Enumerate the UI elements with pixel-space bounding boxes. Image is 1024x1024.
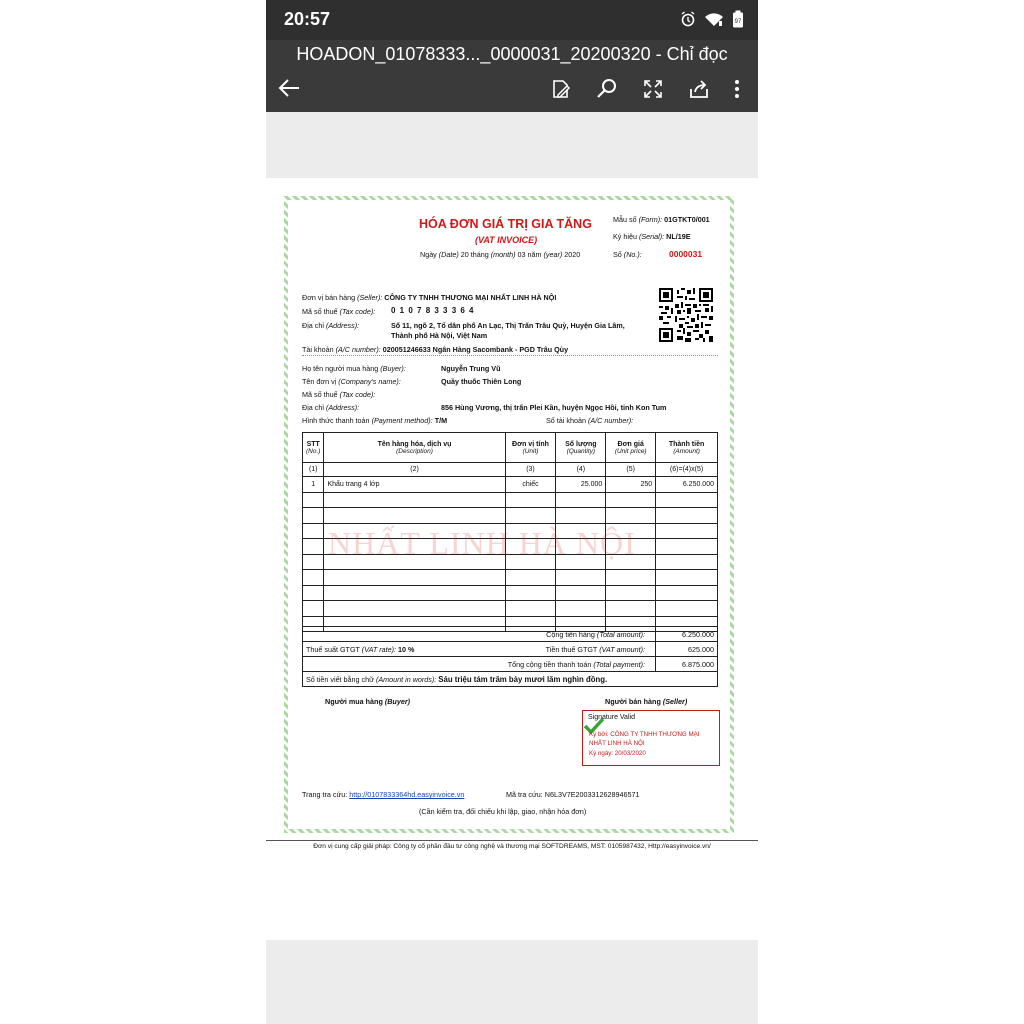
payment-method-row: Hình thức thanh toán (Payment method): T/M <box>302 416 448 425</box>
viewer-bottom-margin <box>266 940 758 1024</box>
app-bar <box>266 40 758 112</box>
total-amount-row: Cộng tiền hàng (Total amount): 6.250.000 <box>302 626 718 642</box>
table-header-row <box>303 433 718 463</box>
table-row <box>303 477 718 493</box>
invoice-border <box>284 196 734 833</box>
watermark: NHẤT LINH HÀ NỘI <box>328 525 636 561</box>
buyer-account-row: Số tài khoản (A/C number): <box>546 416 634 425</box>
toolbar <box>550 78 740 100</box>
lookup-row: Trang tra cứu: http://0107833364hd.easyinvoice.vn <box>302 790 465 799</box>
table-header-cell: Đơn vị tính (Unit) <box>505 433 556 463</box>
buyer-value: Nguyễn Trung Vũ <box>441 364 501 373</box>
table-header-cell: Tên hàng hóa, dịch vụ (Description) <box>324 433 505 463</box>
document-title: HOADON_01078333..._0000031_20200320 - Chỉ đọc <box>296 44 728 64</box>
company-row: Tên đơn vị (Company's name): <box>302 377 401 386</box>
vat-amount-value: 625.000 <box>688 645 714 654</box>
signer-line2: NHẤT LINH HÀ NỘI <box>589 740 645 747</box>
invoice-date: Ngày (Date) 20 tháng (month) 03 năm (year) 2020 <box>420 250 581 259</box>
edit-icon[interactable] <box>550 78 572 100</box>
table-cell: chiếc <box>505 477 556 493</box>
share-icon[interactable] <box>688 78 710 100</box>
wifi-icon <box>704 11 724 27</box>
table-cell: (5) <box>606 463 656 477</box>
signature-valid-label: Signature Valid <box>588 714 635 721</box>
table-numbering-row <box>303 463 718 477</box>
table-row <box>303 601 718 617</box>
seller-row: Đơn vị bán hàng (Seller): CÔNG TY TNHH THƯƠNG MẠI NHẤT LINH HÀ NỘI <box>302 293 557 302</box>
phone-screen <box>266 0 758 1024</box>
invoice-body <box>288 200 730 829</box>
table-header-cell: Đơn giá (Unit price) <box>606 433 656 463</box>
total-payment-value: 6.875.000 <box>682 660 714 669</box>
total-amount-value: 6.250.000 <box>682 630 714 639</box>
invoice-subtitle: (VAT INVOICE) <box>475 235 538 245</box>
invoice-number: Số (No.): <box>613 250 642 259</box>
back-arrow-icon[interactable] <box>278 78 300 98</box>
check-note: (Cần kiểm tra, đối chiếu khi lập, giao, nhận hóa đơn) <box>419 807 587 816</box>
provider-footer: Đơn vị cung cấp giải pháp: Công ty cổ phần đầu tư công nghệ và thương mại SOFTDREAMS, MST: 0105987432, Http://easyinvoice.vn/ <box>266 840 758 850</box>
table-cell: (1) <box>303 463 324 477</box>
lookup-code-row: Mã tra cứu: N6L3V7E2003312628946571 <box>506 790 640 799</box>
digital-signature-box[interactable] <box>582 710 720 766</box>
serial-number: Ký hiệu (Serial): NL/19E <box>613 232 691 241</box>
more-vertical-icon[interactable] <box>734 79 740 99</box>
table-row <box>303 492 718 508</box>
table-row <box>303 570 718 586</box>
total-payment-row: Tổng cộng tiền thanh toán (Total payment): 6.875.000 <box>302 656 718 672</box>
invoice-number-value: 0000031 <box>669 249 703 259</box>
alarm-icon <box>680 11 696 27</box>
table-cell: (3) <box>505 463 556 477</box>
company-value: Quầy thuốc Thiên Long <box>441 377 522 386</box>
table-cell: 250 <box>606 477 656 493</box>
viewer-top-margin <box>266 112 758 178</box>
seller-address-row: Địa chỉ (Address): <box>302 321 360 330</box>
buyer-address-value: 856 Hùng Vương, thị trấn Plei Kần, huyện Ngọc Hồi, tỉnh Kon Tum <box>441 403 667 412</box>
seller-signature-label: Người bán hàng (Seller) <box>605 697 688 706</box>
divider <box>302 355 718 356</box>
signer-line1: Ký bởi: CÔNG TY TNHH THƯƠNG MẠI <box>589 731 700 738</box>
pdf-page[interactable] <box>266 178 758 940</box>
seller-taxcode-row: Mã số thuế (Tax code): <box>302 307 376 316</box>
table-cell: 25.000 <box>556 477 606 493</box>
table-header-cell: Thành tiền (Amount) <box>656 433 718 463</box>
qr-code-icon <box>659 288 713 342</box>
svg-text:97: 97 <box>734 19 742 25</box>
form-number: Mẫu số (Form): 01GTKT0/001 <box>613 215 710 224</box>
seller-address-line1: Số 11, ngõ 2, Tổ dân phố An Lạc, Thị Trấn Trâu Quỳ, Huyện Gia Lâm, <box>391 321 625 330</box>
buyer-row: Họ tên người mua hàng (Buyer): <box>302 364 406 373</box>
table-cell: 1 <box>303 477 324 493</box>
seller-address-line2: Thành phố Hà Nội, Việt Nam <box>391 331 488 340</box>
fullscreen-icon[interactable] <box>642 78 664 100</box>
buyer-signature-label: Người mua hàng (Buyer) <box>325 697 411 706</box>
table-cell: 6.250.000 <box>656 477 718 493</box>
table-cell: (6)=(4)x(5) <box>656 463 718 477</box>
table-cell: (4) <box>556 463 606 477</box>
amount-in-words-row: Số tiền viết bằng chữ (Amount in words): Sáu triệu tám trăm bảy mươi lăm nghìn đồng. <box>302 671 718 687</box>
status-time: 20:57 <box>284 9 331 29</box>
seller-account-row: Tài khoản (A/C number): 020051246633 Ngân Hàng Sacombank - PGD Trâu Qùy <box>302 345 569 354</box>
table-header-cell: STT (No.) <box>303 433 324 463</box>
buyer-taxcode-row: Mã số thuế (Tax code): <box>302 390 376 399</box>
table-cell: Khẩu trang 4 lớp <box>324 477 505 493</box>
table-header-cell: Số lượng (Quantity) <box>556 433 606 463</box>
sign-date: Ký ngày: 20/03/2020 <box>589 750 646 757</box>
table-row <box>303 508 718 524</box>
table-row <box>303 585 718 601</box>
status-icons <box>680 10 744 28</box>
vat-row: Thuế suất GTGT (VAT rate): 10 % Tiền thuế GTGT (VAT amount): 625.000 <box>302 641 718 657</box>
invoice-title: HÓA ĐƠN GIÁ TRỊ GIA TĂNG <box>419 217 592 231</box>
table-cell: (2) <box>324 463 505 477</box>
battery-icon <box>732 10 744 28</box>
lookup-link[interactable]: http://0107833364hd.easyinvoice.vn <box>349 790 465 799</box>
search-icon[interactable] <box>596 78 618 100</box>
status-bar <box>266 0 758 40</box>
seller-taxcode-value: 0 1 0 7 8 3 3 3 6 4 <box>391 306 475 315</box>
buyer-address-row: Địa chỉ (Address): <box>302 403 360 412</box>
